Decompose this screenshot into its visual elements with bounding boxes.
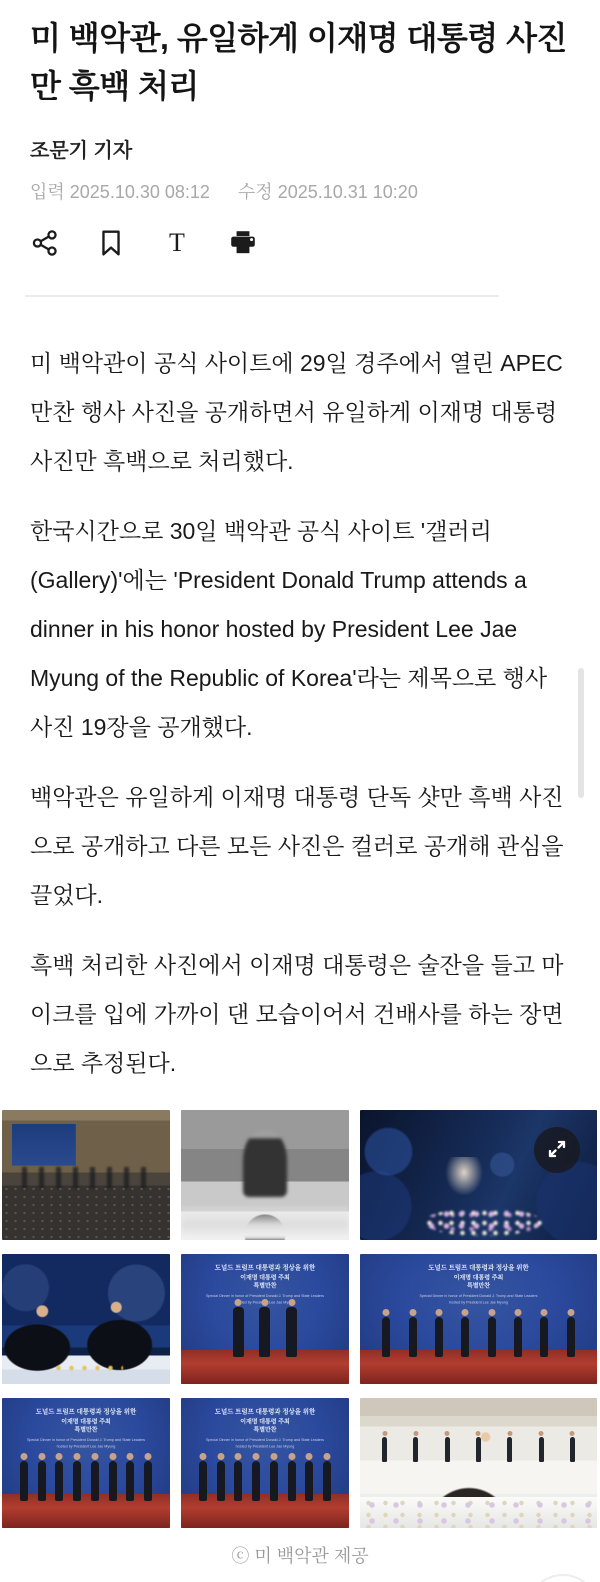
person-silhouette — [461, 1317, 469, 1357]
stage-backdrop-text: 도널드 트럼프 대통령과 정상을 위한 이재명 대통령 주최 특별만찬 Special Dinner in honor of President Donald J. Trump and State Leaders hosted by President Lee Jae Myung — [419, 1264, 538, 1304]
person-silhouette — [540, 1317, 548, 1357]
article-paragraph: 한국시간으로 30일 백악관 공식 사이트 '갤러리(Gallery)'에는 'President Donald Trump attends a dinner in his honor hosted by President Lee Jae Myung of the Republic of Korea'라는 제목으로 행사 사진 19장을 공개했다. — [30, 518, 548, 740]
share-icon — [31, 229, 59, 260]
person-silhouette — [259, 1307, 270, 1357]
text-size-icon — [163, 229, 191, 260]
article-toolbar — [30, 229, 570, 259]
article-author: 조문기 기자 — [30, 140, 133, 162]
people-silhouettes — [181, 1307, 349, 1357]
person-silhouette — [38, 1461, 46, 1501]
photo-lee-jae-myung-toast-black-and-white[interactable] — [181, 1110, 349, 1240]
bookmark-icon — [98, 229, 124, 260]
photo-leaders-clapping-stage-1[interactable] — [2, 1398, 170, 1528]
article-paragraph: 백악관은 유일하게 이재명 대통령 단독 샷만 흑백 사진으로 공개하고 다른 모든 사진은 컬러로 공개해 관심을 끌었다. — [30, 784, 564, 908]
person-silhouette — [445, 1437, 450, 1462]
stage-backdrop-text: 도널드 트럼프 대통령과 정상을 위한 이재명 대통령 주최 특별만찬 Special Dinner in honor of President Donald J. Trump and State Leaders hosted by President Lee Jae Myung — [26, 1408, 146, 1448]
person-silhouette — [413, 1437, 418, 1462]
people-silhouettes — [360, 1317, 597, 1357]
person-silhouette — [73, 1461, 81, 1501]
share-button[interactable] — [30, 229, 60, 259]
person-silhouette — [252, 1461, 260, 1501]
person-silhouette — [55, 1461, 63, 1501]
article-paragraph: 흑백 처리한 사진에서 이재명 대통령은 술잔을 들고 마이크를 입에 가까이 댄 모습이어서 건배사를 하는 장면으로 추정된다. — [30, 952, 564, 1076]
text-size-button[interactable] — [162, 229, 192, 259]
person-silhouette — [20, 1461, 28, 1501]
person-silhouette — [288, 1461, 296, 1501]
expand-icon — [545, 1137, 569, 1164]
photo-leaders-clapping-stage-2[interactable] — [181, 1398, 349, 1528]
bookmark-button[interactable] — [96, 229, 126, 259]
person-silhouette — [435, 1317, 443, 1357]
person-silhouette — [234, 1461, 242, 1501]
photo-trump-and-lee-dinner-table[interactable] — [2, 1254, 170, 1384]
updated-date: 수정 2025.10.31 10:20 — [237, 182, 418, 202]
person-silhouette — [305, 1461, 313, 1501]
article-dates — [30, 178, 570, 204]
photo-grid — [0, 1110, 600, 1528]
person-silhouette — [409, 1317, 417, 1357]
people-silhouettes — [2, 1461, 170, 1501]
person-silhouette — [109, 1461, 117, 1501]
person-silhouette — [286, 1307, 297, 1357]
person-silhouette — [514, 1317, 522, 1357]
person-silhouette — [507, 1437, 512, 1462]
person-silhouette — [270, 1461, 278, 1501]
person-silhouette — [567, 1317, 575, 1357]
person-silhouette — [476, 1437, 481, 1462]
person-silhouette — [570, 1437, 575, 1462]
person-silhouette — [382, 1317, 390, 1357]
person-silhouette — [323, 1461, 331, 1501]
person-silhouette — [126, 1461, 134, 1501]
people-silhouettes — [360, 1437, 597, 1462]
header-divider — [25, 295, 499, 297]
person-silhouette — [199, 1461, 207, 1501]
published-date: 입력 2025.10.30 08:12 — [30, 182, 210, 202]
page-title: 미 백악관, 유일하게 이재명 대통령 사진만 흑백 처리 — [30, 20, 567, 104]
person-silhouette — [539, 1437, 544, 1462]
scrollbar-thumb[interactable] — [578, 668, 584, 798]
person-silhouette — [233, 1307, 244, 1357]
print-icon — [228, 229, 258, 260]
article-body — [30, 339, 570, 1088]
person-silhouette — [144, 1461, 152, 1501]
print-button[interactable] — [228, 229, 258, 259]
person-silhouette — [488, 1317, 496, 1357]
person-silhouette — [217, 1461, 225, 1501]
photo-credit: ⓒ 미 백악관 제공 — [231, 1546, 369, 1566]
person-silhouette — [91, 1461, 99, 1501]
floating-button-partial[interactable] — [527, 1574, 599, 1582]
photo-trump-raising-glass-navy[interactable] — [360, 1110, 597, 1240]
stage-backdrop-text: 도널드 트럼프 대통령과 정상을 위한 이재명 대통령 주최 특별만찬 Special Dinner in honor of President Donald J. Trump and State Leaders hosted by President Lee Jae Myung — [205, 1408, 325, 1448]
photo-banquet-room-standing[interactable] — [360, 1398, 597, 1528]
stage-backdrop-text: 도널드 트럼프 대통령과 정상을 위한 이재명 대통령 주최 특별만찬 Special Dinner in honor of President Donald J. Trump and State Leaders by President Lee Jae — [205, 1264, 325, 1304]
photo-leaders-lineup-stage[interactable] — [360, 1254, 597, 1384]
photo-three-leaders-handshake-stage[interactable] — [181, 1254, 349, 1384]
expand-photo-button[interactable] — [534, 1127, 580, 1173]
svg-text:T: T — [169, 228, 185, 257]
person-silhouette — [382, 1437, 387, 1462]
article-paragraph: 미 백악관이 공식 사이트에 29일 경주에서 열린 APEC 만찬 행사 사진을 공개하면서 유일하게 이재명 대통령 사진만 흑백으로 처리했다. — [30, 350, 563, 474]
photo-banquet-hall-wide-color[interactable] — [2, 1110, 170, 1240]
people-silhouettes — [181, 1461, 349, 1501]
